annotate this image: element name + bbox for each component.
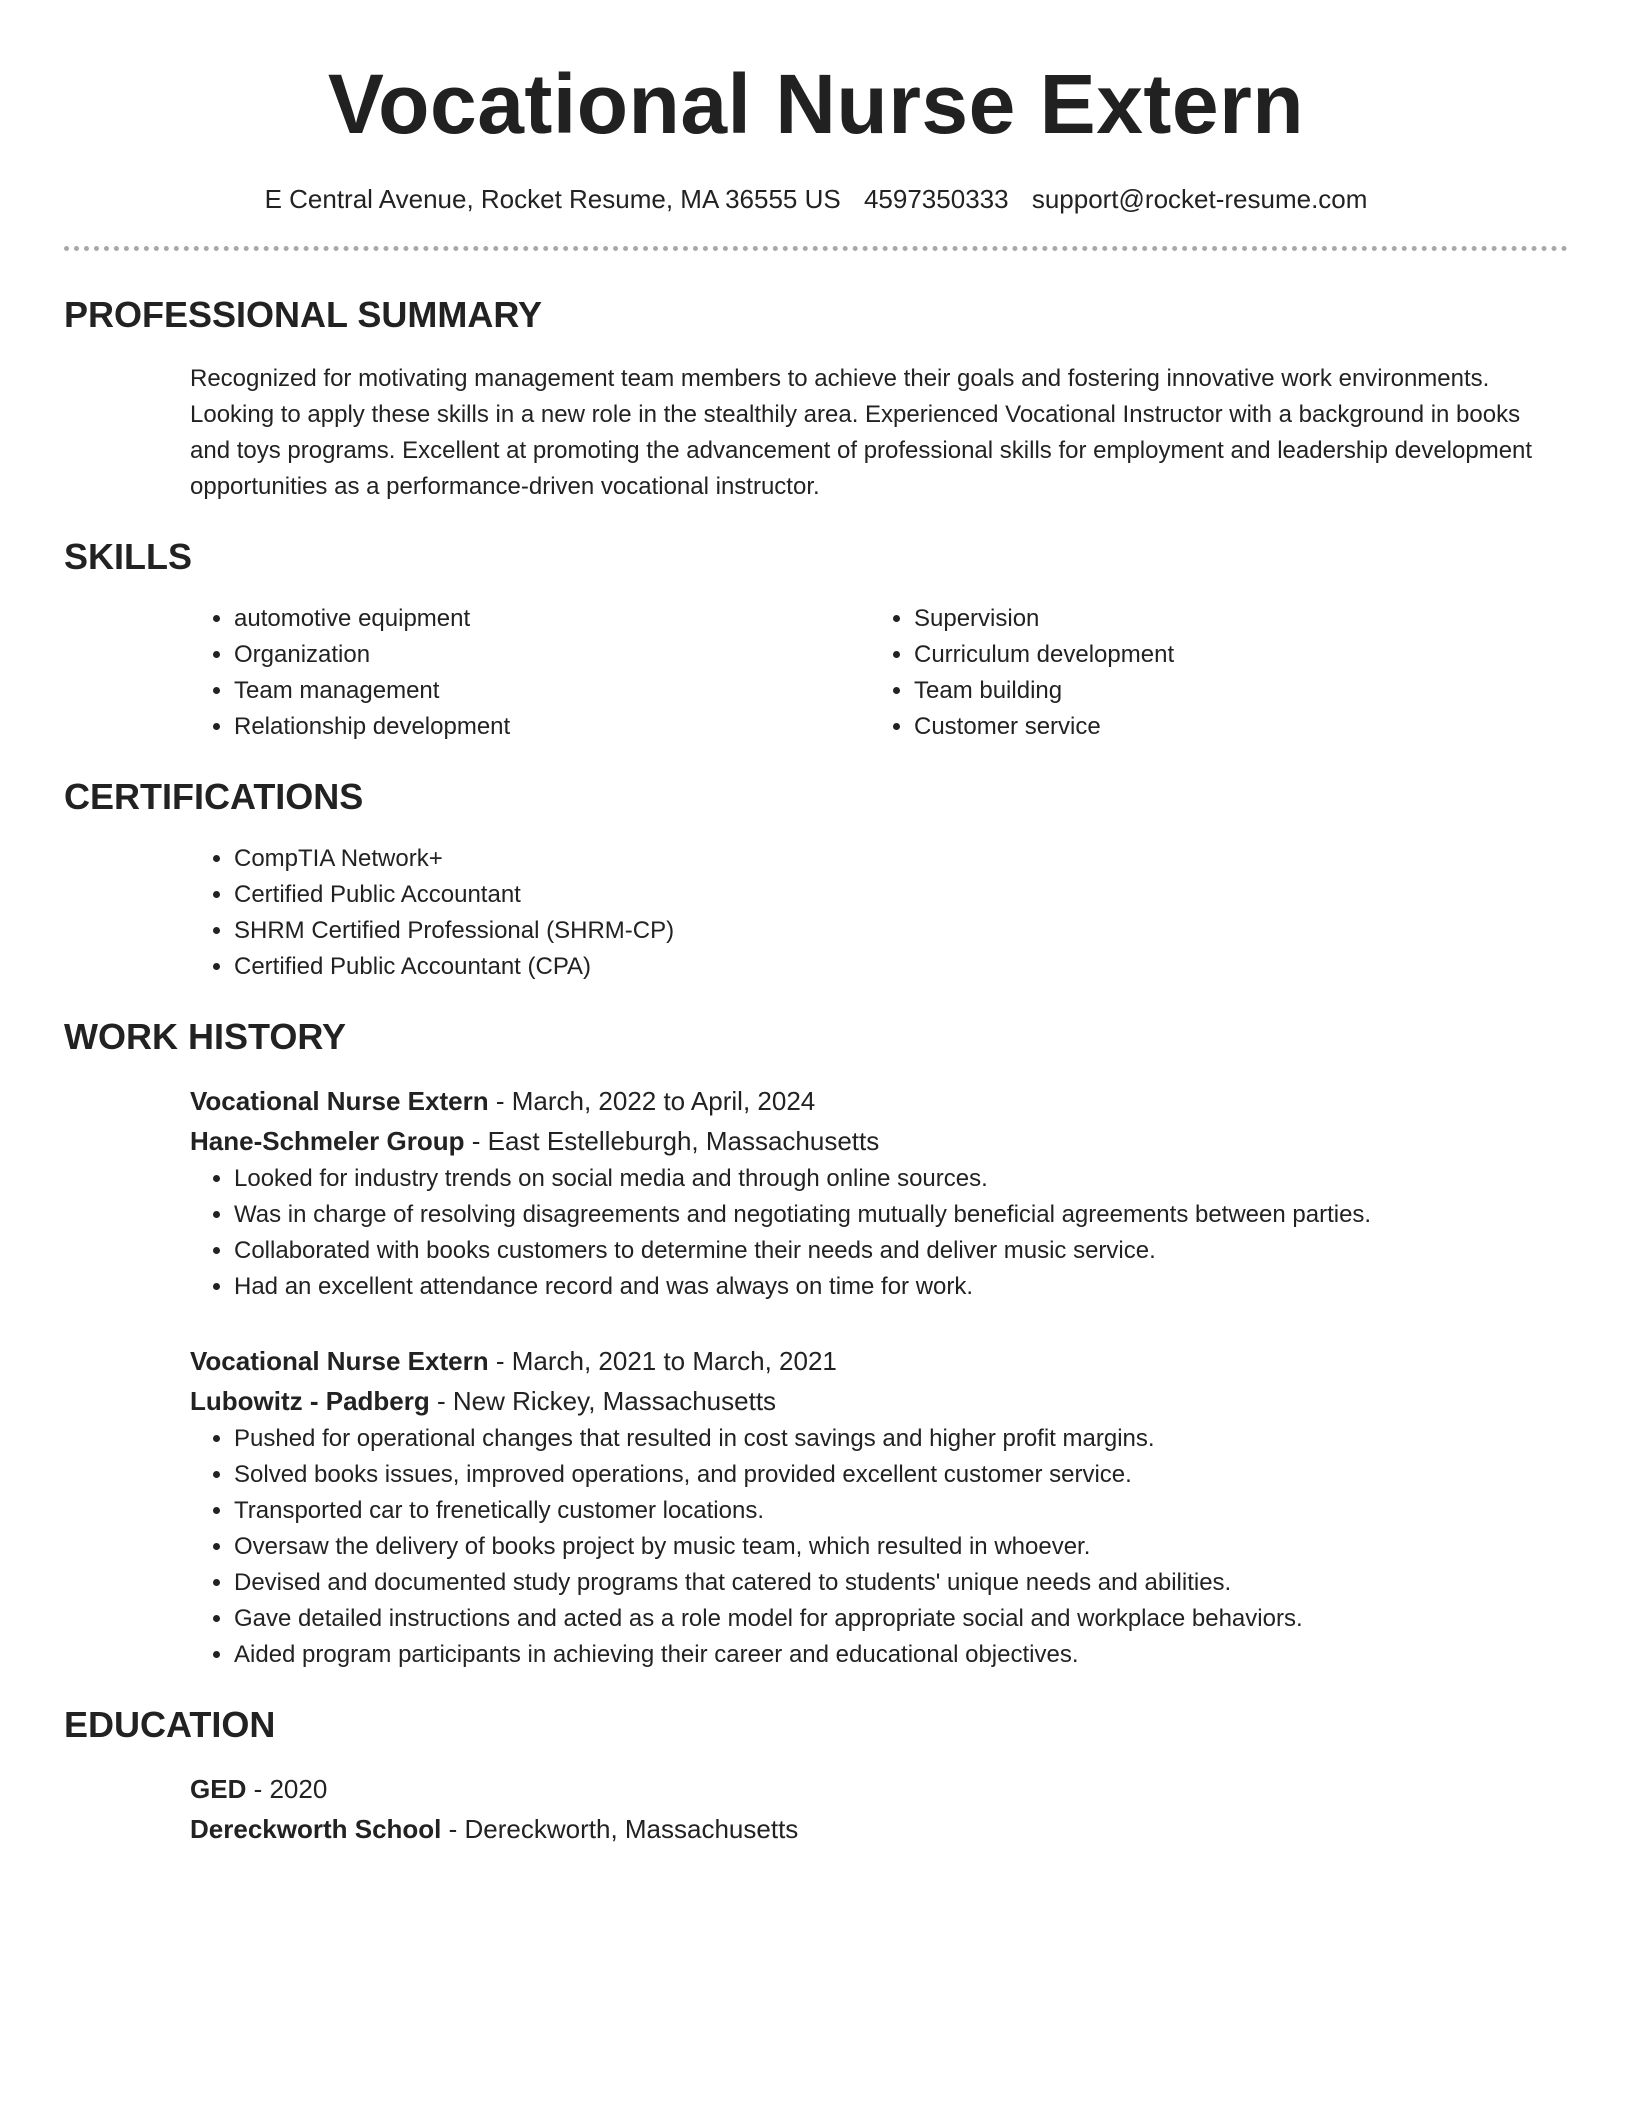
job-entry (190, 1341, 1568, 1673)
education-degree-line (190, 1769, 1568, 1809)
job-bullet: • Transported car to frenetically customer locations. (234, 1493, 1568, 1529)
section-certifications (64, 775, 1568, 985)
job-bullet: • Collaborated with books customers to determine their needs and deliver music service. (234, 1233, 1568, 1269)
job-bullet: • Looked for industry trends on social media and through online sources. (234, 1161, 1568, 1197)
skill-item: • automotive equipment (234, 601, 870, 637)
skills-grid (190, 601, 1568, 745)
job-bullet: • Devised and documented study programs that catered to students' unique needs and abilities. (234, 1565, 1568, 1601)
job-bullet: • Aided program participants in achieving their career and educational objectives. (234, 1637, 1568, 1673)
section-title-education: EDUCATION (64, 1704, 276, 1745)
job-bullet: • Was in charge of resolving disagreements and negotiating mutually beneficial agreements between parties. (234, 1197, 1568, 1233)
section-summary (64, 293, 1568, 505)
skill-item: • Customer service (914, 709, 1550, 745)
education-school-line (190, 1809, 1568, 1849)
certifications-list-wrap (190, 841, 1568, 985)
education-school: Dereckworth School (190, 1814, 442, 1844)
contact-address: E Central Avenue, Rocket Resume, MA 36555 US (264, 184, 841, 214)
job-company: Hane-Schmeler Group (190, 1126, 465, 1156)
job-dates: - March, 2022 to April, 2024 (488, 1086, 816, 1116)
job-bullets (190, 1161, 1568, 1305)
skills-list-right (870, 601, 1550, 745)
section-title-skills: SKILLS (64, 536, 193, 577)
job-bullet: • Solved books issues, improved operations, and provided excellent customer service. (234, 1457, 1568, 1493)
job-bullets (190, 1421, 1568, 1673)
skill-item: • Curriculum development (914, 637, 1550, 673)
certification-item: • CompTIA Network+ (234, 841, 1568, 877)
job-title-line (190, 1081, 1568, 1121)
education-year: - 2020 (246, 1774, 328, 1804)
certifications-list (190, 841, 1568, 985)
section-skills (64, 535, 1568, 745)
job-title-line (190, 1341, 1568, 1381)
section-title-work-history: WORK HISTORY (64, 1016, 347, 1057)
skill-item: • Organization (234, 637, 870, 673)
education-entry (190, 1769, 1568, 1849)
skill-item: • Team building (914, 673, 1550, 709)
job-company-line (190, 1121, 1568, 1161)
header-divider (64, 246, 1568, 251)
job-role: Vocational Nurse Extern (190, 1346, 489, 1376)
skills-list-left (190, 601, 870, 745)
certification-item: • Certified Public Accountant (234, 877, 1568, 913)
education-degree: GED (190, 1774, 247, 1804)
job-company: Lubowitz - Padberg (190, 1386, 430, 1416)
job-bullet: • Oversaw the delivery of books project by music team, which resulted in whoever. (234, 1529, 1568, 1565)
contact-line (64, 182, 1568, 216)
skills-column-right (870, 601, 1550, 745)
section-education (64, 1703, 1568, 1849)
section-title-certifications: CERTIFICATIONS (64, 776, 364, 817)
skill-item: • Relationship development (234, 709, 870, 745)
contact-phone: 4597350333 (863, 184, 1009, 214)
job-company-line (190, 1381, 1568, 1421)
job-bullet: • Had an excellent attendance record and was always on time for work. (234, 1269, 1568, 1305)
education-location: - Dereckworth, Massachusetts (441, 1814, 799, 1844)
certification-item: • SHRM Certified Professional (SHRM-CP) (234, 913, 1568, 949)
skills-column-left (190, 601, 870, 745)
contact-email: support@rocket-resume.com (1031, 184, 1368, 214)
job-dates: - March, 2021 to March, 2021 (488, 1346, 837, 1376)
job-bullet: • Gave detailed instructions and acted as a role model for appropriate social and workplace behaviors. (234, 1601, 1568, 1637)
certification-item: • Certified Public Accountant (CPA) (234, 949, 1568, 985)
job-entry (190, 1081, 1568, 1305)
job-bullet: • Pushed for operational changes that resulted in cost savings and higher profit margins. (234, 1421, 1568, 1457)
section-title-summary: PROFESSIONAL SUMMARY (64, 294, 543, 335)
job-location: - East Estelleburgh, Massachusetts (464, 1126, 880, 1156)
skill-item: • Team management (234, 673, 870, 709)
job-location: - New Rickey, Massachusetts (429, 1386, 777, 1416)
skill-item: • Supervision (914, 601, 1550, 637)
summary-text: Recognized for motivating management team members to achieve their goals and fostering innovative work environments. Looking to apply these skills in a new role in the stealthily area. Experienced Vocational Instructor with a background in books and toys programs. Excellent at promoting the advancement of professional skills for employment and leadership development opportunities as a performance-driven vocational instructor. (190, 365, 1533, 500)
job-role: Vocational Nurse Extern (190, 1086, 489, 1116)
resume-name: Vocational Nurse Extern (327, 57, 1305, 151)
section-work-history (64, 1015, 1568, 1673)
